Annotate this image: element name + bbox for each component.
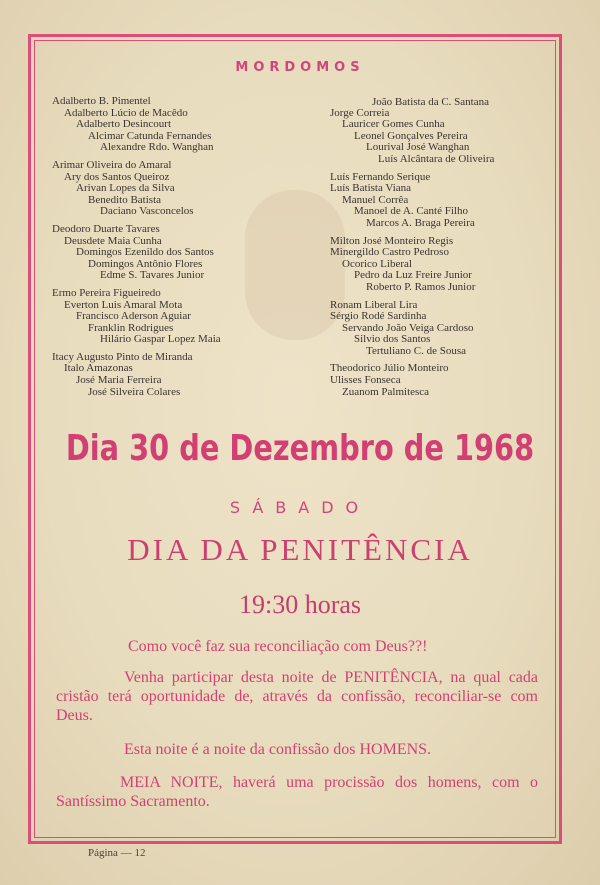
name-line: Lauricer Gomes Cunha bbox=[342, 118, 445, 131]
name-group bbox=[330, 363, 545, 398]
page-number: Página — 12 bbox=[88, 847, 146, 859]
name-line: Itacy Augusto Pinto de Miranda bbox=[52, 350, 193, 363]
name-group bbox=[52, 160, 282, 218]
name-group bbox=[52, 288, 282, 346]
name-group bbox=[330, 172, 545, 230]
name-line: Jorge Correia bbox=[330, 106, 390, 119]
name-line: Luís Alcântara de Oliveira bbox=[378, 152, 495, 165]
name-line: Arivan Lopes da Silva bbox=[76, 182, 175, 195]
paragraph-invitation-text: Venha participar desta noite de PENITÊNCIA, na qual cada cristão terá oportunidade de, através da confissão, reconciliar-se com Deus. bbox=[56, 669, 538, 724]
name-group bbox=[52, 224, 282, 282]
name-line: Luís Fernando Serique bbox=[330, 170, 431, 183]
paragraph-procession bbox=[56, 773, 538, 811]
name-line: Adalberto Lúcio de Macêdo bbox=[64, 106, 188, 119]
name-line: Francisco Aderson Aguiar bbox=[76, 310, 191, 323]
name-line: Manuel Corrêa bbox=[342, 193, 409, 206]
name-line: Silvio dos Santos bbox=[354, 333, 431, 346]
name-line: Adalberto Desincourt bbox=[76, 118, 171, 131]
name-line: Minergildo Castro Pedroso bbox=[330, 246, 449, 259]
name-line: Zuanom Palmitesca bbox=[342, 385, 430, 398]
name-line: Italo Amazonas bbox=[64, 362, 133, 375]
name-line: Adalberto B. Pimentel bbox=[52, 95, 151, 107]
name-line: José Maria Ferreira bbox=[76, 374, 162, 387]
name-line: Deusdete Maia Cunha bbox=[64, 234, 162, 247]
name-line: José Silveira Colares bbox=[88, 385, 181, 398]
name-line: Arimar Oliveira do Amaral bbox=[52, 158, 172, 171]
name-line: Lourival José Wanghan bbox=[366, 141, 470, 154]
name-line: Leonel Gonçalves Pereira bbox=[354, 129, 468, 142]
right-name-column bbox=[330, 96, 545, 404]
name-line: Sérgio Rodé Sardinha bbox=[330, 310, 427, 323]
name-line: Ermo Pereira Figueiredo bbox=[52, 286, 161, 299]
paragraph-confession: Esta noite é a noite da confissão dos HOMENS. bbox=[124, 741, 432, 758]
name-group bbox=[330, 300, 545, 358]
name-line: Ronam Liberal Lira bbox=[330, 298, 418, 311]
event-time: 19:30 horas bbox=[238, 590, 362, 619]
name-line: Luís Batista Viana bbox=[330, 182, 412, 195]
name-line: Everton Luis Amaral Mota bbox=[64, 298, 183, 311]
name-line: Hilário Gaspar Lopez Maia bbox=[100, 333, 221, 346]
name-line: Alexandre Rdo. Wanghan bbox=[100, 141, 214, 154]
name-line: Edme S. Tavares Junior bbox=[100, 269, 205, 282]
event-date: Dia 30 de Dezembro de 1968 bbox=[65, 428, 535, 469]
name-line: Roberto P. Ramos Junior bbox=[366, 280, 476, 293]
name-group bbox=[330, 236, 545, 294]
name-group bbox=[52, 96, 282, 154]
name-line bbox=[330, 96, 545, 108]
name-line: Tertuliano C. de Sousa bbox=[366, 344, 467, 357]
name-line: Servando João Veiga Cardoso bbox=[342, 321, 474, 334]
paragraph-invitation bbox=[56, 668, 538, 725]
name-line: Domingos Antônio Flores bbox=[88, 257, 203, 270]
name-line: Franklin Rodrigues bbox=[88, 321, 174, 334]
section-heading: MORDOMOS bbox=[235, 60, 365, 75]
paragraph-question: Como você faz sua reconciliação com Deus??! bbox=[128, 638, 428, 655]
name-group bbox=[52, 352, 282, 398]
name-line: Milton José Monteiro Regis bbox=[330, 234, 454, 247]
paragraph-procession-text: MEIA NOITE, haverá uma procissão dos homens, com o Santíssimo Sacramento. bbox=[56, 774, 538, 810]
name-line: Daciano Vasconcelos bbox=[100, 205, 194, 218]
top-right-name: João Batista da C. Santana bbox=[372, 96, 490, 108]
name-line: Manoel de A. Canté Filho bbox=[354, 205, 468, 218]
name-line: Marcos A. Braga Pereira bbox=[366, 216, 475, 229]
name-line: Pedro da Luz Freire Junior bbox=[354, 269, 472, 282]
name-group bbox=[330, 96, 545, 166]
event-day: SÁBADO bbox=[229, 498, 371, 517]
name-line: Benedito Batista bbox=[88, 193, 162, 206]
name-line: Alcimar Catunda Fernandes bbox=[88, 129, 212, 142]
event-title: DIA DA PENITÊNCIA bbox=[127, 532, 473, 567]
name-line: Ulisses Fonseca bbox=[330, 374, 401, 387]
name-line: Ocorico Liberal bbox=[342, 257, 412, 270]
name-line: Theodorico Júlio Monteiro bbox=[330, 362, 449, 375]
name-line: Ary dos Santos Queiroz bbox=[64, 170, 170, 183]
name-line: Deodoro Duarte Tavares bbox=[52, 222, 160, 235]
name-line: Domingos Ezenildo dos Santos bbox=[76, 246, 214, 259]
left-name-column bbox=[52, 96, 282, 404]
